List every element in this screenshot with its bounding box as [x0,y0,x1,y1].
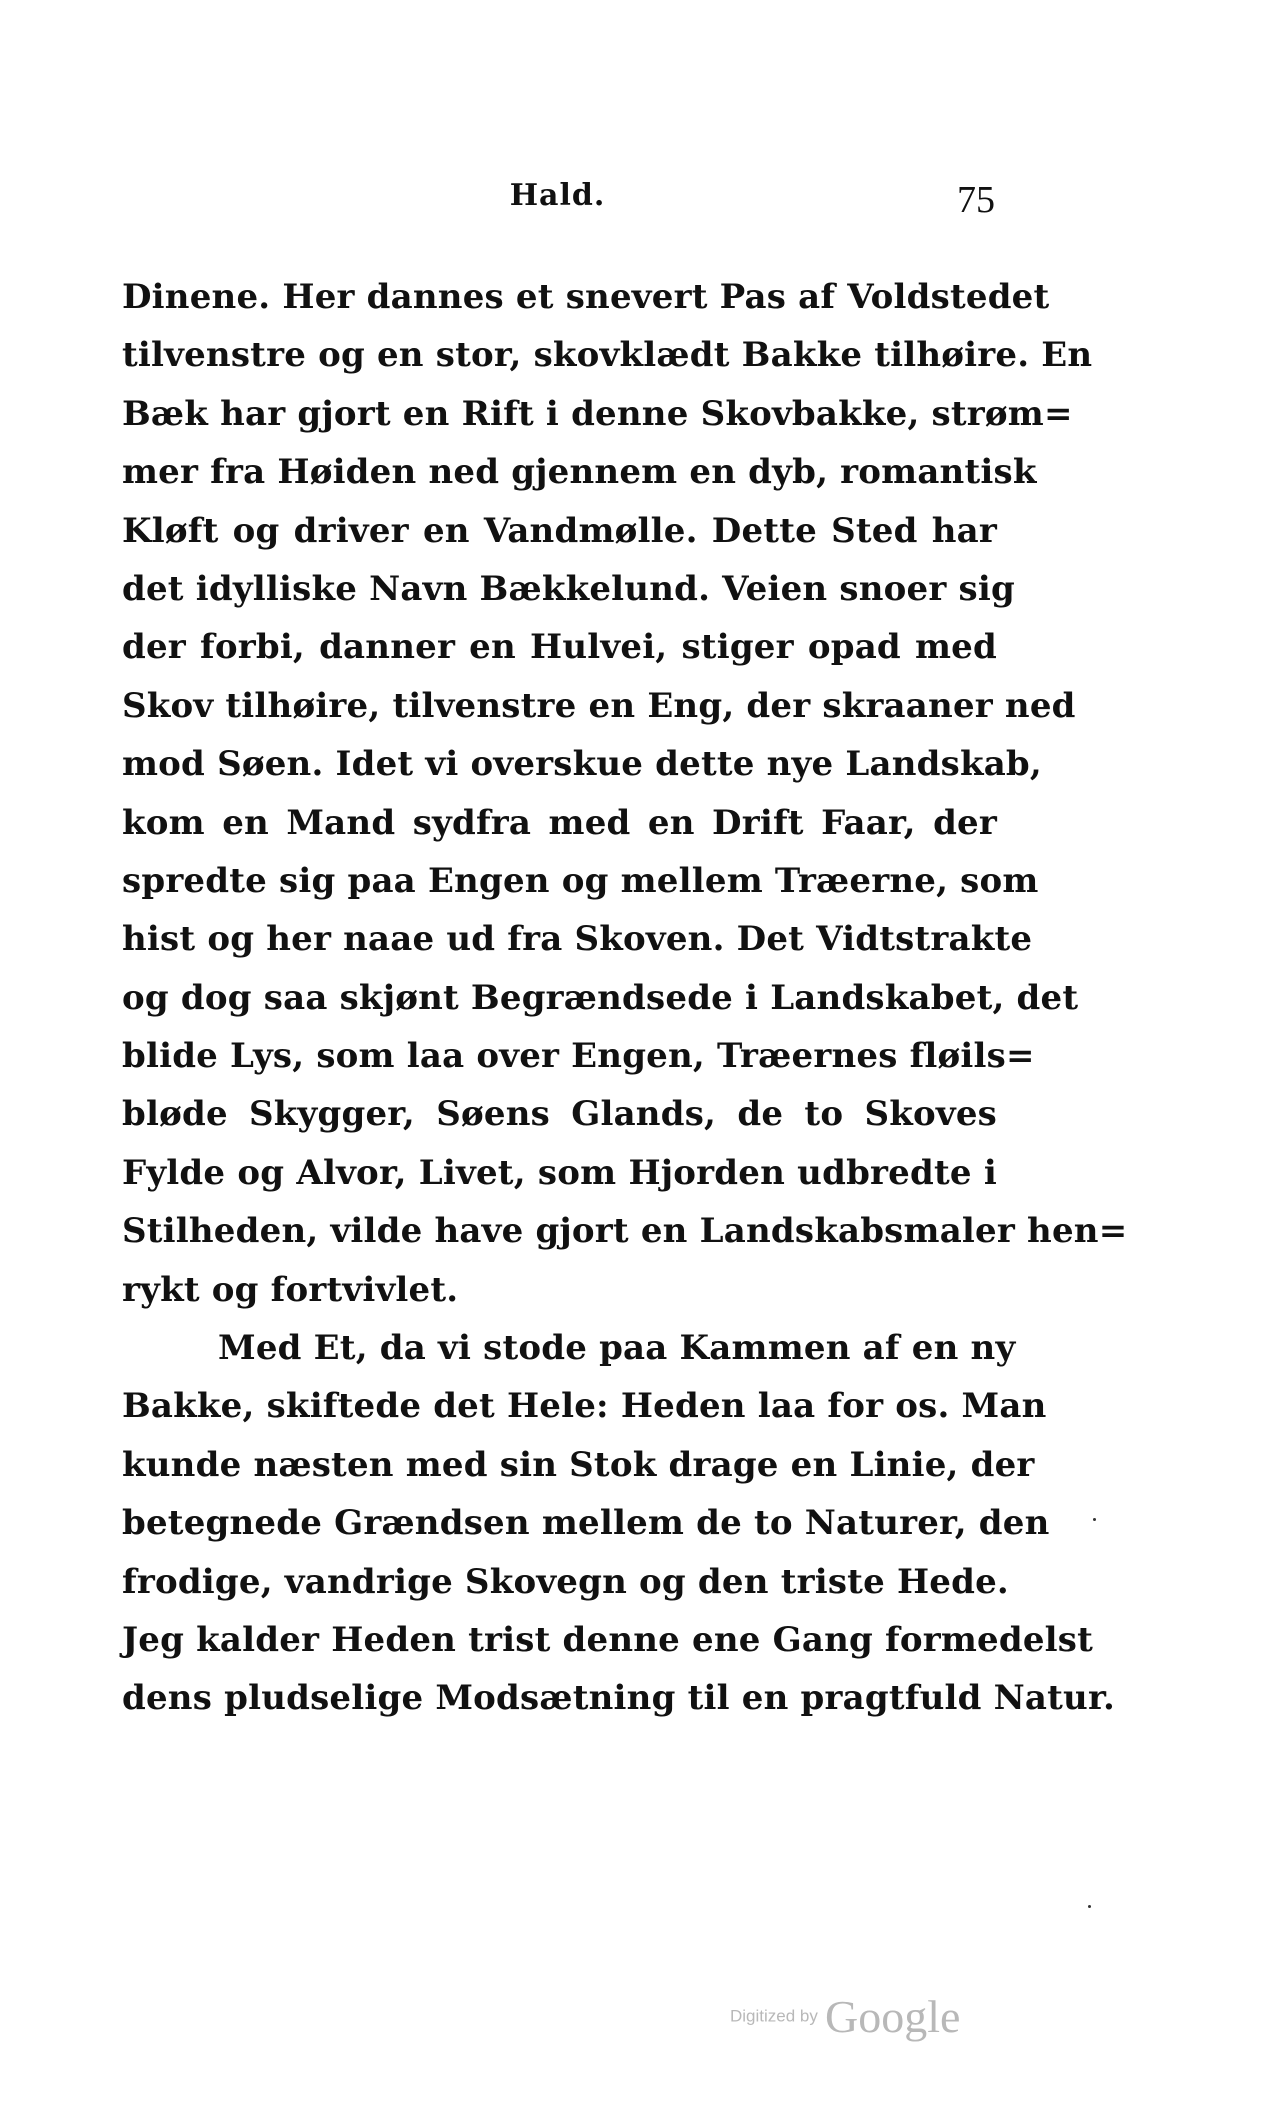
page-header [120,178,995,230]
text-line: mer fra Høiden ned gjennem en dyb, romantisk [122,452,1037,493]
text-line: der forbi, danner en Hulvei, stiger opad med [122,627,997,668]
text-line: tilvenstre og en stor, skovklædt Bakke tilhøire. En [122,335,1093,376]
text-line: kunde næsten med sin Stok drage en Linie, der [122,1444,1035,1485]
paragraph-2 [122,1319,1115,1728]
text-line: Skov tilhøire, tilvenstre en Eng, der skraaner ned [122,685,1076,726]
text-line: Fylde og Alvor, Livet, som Hjorden udbredte i [122,1152,997,1193]
text-line: Kløft og driver en Vandmølle. Dette Sted har [122,510,997,551]
text-line: Dinene. Her dannes et snevert Pas af Voldstedet [122,277,1050,317]
running-head: Hald. [509,178,606,213]
text-line: bløde Skygger, Søens Glands, de to Skoves [122,1094,997,1135]
text-line: rykt og fortvivlet. [122,1269,459,1310]
speck-mark [1088,1905,1091,1908]
text-line: frodige, vandrige Skovegn og den triste Hede. [122,1561,1009,1602]
text-line: og dog saa skjønt Begrændsede i Landskabet, det [122,977,1079,1018]
text-line: spredte sig paa Engen og mellem Træerne, som [122,860,1039,901]
text-line: hist og her naae ud fra Skoven. Det Vidtstrakte [122,919,1033,960]
digitized-watermark [730,1990,1000,2050]
google-logo: Google [824,1991,961,2042]
text-line: Med Et, da vi stode paa Kammen af en ny [218,1328,1016,1369]
text-line: blide Lys, som laa over Engen, Træernes fløils= [122,1036,1035,1077]
body-text [122,268,1128,1728]
paragraph-1 [122,268,1128,1319]
text-line: det idylliske Navn Bækkelund. Veien snoer sig [122,568,1015,609]
text-line: betegnede Grændsen mellem de to Naturer, den [122,1503,1050,1544]
speck-mark [1093,1518,1096,1521]
watermark-prefix: Digitized by [730,2006,818,2026]
text-line: Stilheden, vilde have gjort en Landskabsmaler hen= [122,1211,1128,1252]
text-line: Jeg kalder Heden trist denne ene Gang formedelst [122,1619,1094,1660]
text-line: mod Søen. Idet vi overskue dette nye Landskab, [122,744,1042,785]
text-line: kom en Mand sydfra med en Drift Faar, der [122,802,997,843]
text-line: Bakke, skiftede det Hele: Heden laa for os. Man [122,1386,1047,1427]
text-line: Bæk har gjort en Rift i denne Skovbakke, strøm= [122,393,1073,434]
page-number: 75 [957,179,995,221]
text-line: dens pludselige Modsætning til en pragtfuld Natur. [122,1678,1115,1719]
